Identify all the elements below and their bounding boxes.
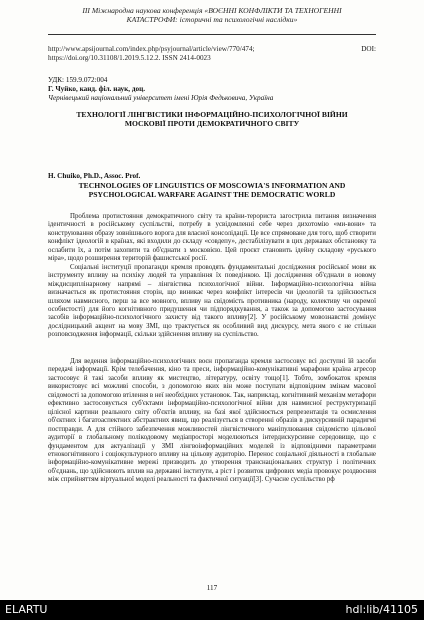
paragraph-2: Соціальні інституції пропаганди кремля проводять фундаментальні дослідження російської мови як інструменту впливу на психіку людей та управління їх поведінкою. Ці дослідження об'єднали в новому міждисциплінарному напрямі – лінгвістика психологічної війни. Інформаційно-психологічна війна визначається як протистояння сторін, що виникає через конфлікт інтересів чи ідеологій та здійснюється шляхом навмисного, перш за все мовного, впливу на свідомість противника (народу, колективу чи окремої особистості) для його когнітивного придушення чи підпорядкування, а також за допомогою застосування засобів інформаційно-психологічного захисту від такого впливу[2]. У російському мовознавстві домінує дослідницький акцент на мову ЗМІ, що трактується як особливий вид дискурсу, мета якого є не стільки розповсюдження інформації, скільки здійснення впливу на суспільство. bbox=[48, 263, 376, 339]
conference-header bbox=[40, 6, 384, 24]
title-ua-line2: МОСКОВІЇ ПРОТИ ДЕМОКРАТИЧНОГО СВІТУ bbox=[124, 119, 300, 128]
title-en-line1: TECHNOLOGIES OF LINGUISTICS OF MOSCOWIA'S INFORMATION AND bbox=[78, 181, 346, 190]
body-text bbox=[48, 213, 376, 340]
conference-header-line2: КАТАСТРОФИ: історичні та психологічні наслідки» bbox=[126, 15, 298, 24]
page-number: 117 bbox=[206, 584, 218, 592]
udk-code: УДК: 159.9.072:004 bbox=[48, 76, 108, 84]
paragraph-1: Проблема протистояння демократичного світу та країни-терориста загострила питання визначення ідентичності в російському суспільстві, потребу в усвідомленні себе через дихотомію «ми-вони» та конструювання образу зовнішнього ворога для власної консолідації. Це все спрямоване для того, щоб створити конфлікт ідеологій в країнах, які входили до складу «совдепу», дестабілізувати в цих державах обстановку та ослабити їх, а потім захопити та об'єднати з московією. Цей проєкт становить ідейну складову «руського міра», щодо розширення територій фашистської росії. bbox=[48, 213, 376, 263]
conference-header-line1: III Міжнародна наукова конференція «ВОЄННІ КОНФЛІКТИ ТА ТЕХНОГЕННІ bbox=[82, 6, 342, 15]
header-rule bbox=[48, 34, 376, 35]
title-ua bbox=[60, 110, 364, 128]
paragraph-3: Для ведення інформаційно-психологічних воєн пропаганда кремля застосовує всі доступні їй засоби передачі інформації. Крім телебачення, кіно та преси, інформаційно-комунікативні марафони країна агресор застосовує й такі засоби впливу як мистецтво, літературу, освіту тощо[1]. Тобто, зомбокаток кремля використовує всі можливі способи, з допомогою яких він може поступати відповідним змінам масової свідомості за допомогою втілення в неї необхідних установок. Так, наприклад, когнітивний механізм метафори ефективно застосовується суб'єктами інформаційно-психологічної війни для навмисної реструктуризації цілісної картини реального світу об'єктів впливу, на базі якої здійснюється репрезентація та осмислення об'єктних і багатоаспектних абстрактних явищ, що реалізується в створенні образів в дискурсивній парадигмі постправди. А для стійкого забезпечення можливостей лінгвістичного маніпулювання свідомістю цільової аудиторії в глобальному полікодовому медіапросторі моделюються інтердискурсивне середовище, що є фундаментом для актуалізації у ЗМІ лінгвоінформаційних моделей із відповідними параметрами етнокогнітивного і соціокультурного впливу на цільову аудиторію. Перенос соціальної діяльності в глобальне інформаційно-комунікативне мережі призводить до утворення транснаціональних структур і політичних об'єднань, що здійснюють вплив на державні інститути, а ріст і розвиток цифрових медіа провокує роздвоєння між сприйняттям віртуальної моделі реальності та фактичної ситуації[3]. Сучасне суспільство рф bbox=[48, 358, 376, 484]
body-text-continued bbox=[48, 358, 376, 485]
title-ua-line1: ТЕХНОЛОГІЇ ЛІНГВІСТИКИ ІНФОРМАЦІЙНО-ПСИХОЛОГІЧНОЇ ВІЙНИ bbox=[76, 110, 348, 119]
title-en bbox=[60, 181, 364, 199]
handle-id: hdl:lib/41105 bbox=[345, 603, 418, 616]
repository-name: ELARTU bbox=[5, 603, 48, 616]
article-url[interactable]: http://www.apsijournal.com/index.php/psyjournal/article/view/770/474; bbox=[48, 45, 255, 53]
doi-link[interactable]: https://doi.org/10.31108/1.2019.5.12.2. ISSN 2414-0023 bbox=[48, 54, 211, 62]
doi-label: DOI: bbox=[361, 45, 376, 53]
footer-bar bbox=[0, 600, 424, 620]
title-en-line2: PSYCHOLOGICAL WARFARE AGAINST THE DEMOCRATIC WORLD bbox=[88, 190, 336, 199]
author-ua: Г. Чуйко, канд. філ. наук, доц. bbox=[48, 85, 146, 93]
author-en: H. Chuiko, Ph.D., Assoc. Prof. bbox=[48, 172, 141, 180]
affiliation: Чернівецький національний університет імені Юрія Федьковича, Україна bbox=[48, 94, 274, 102]
